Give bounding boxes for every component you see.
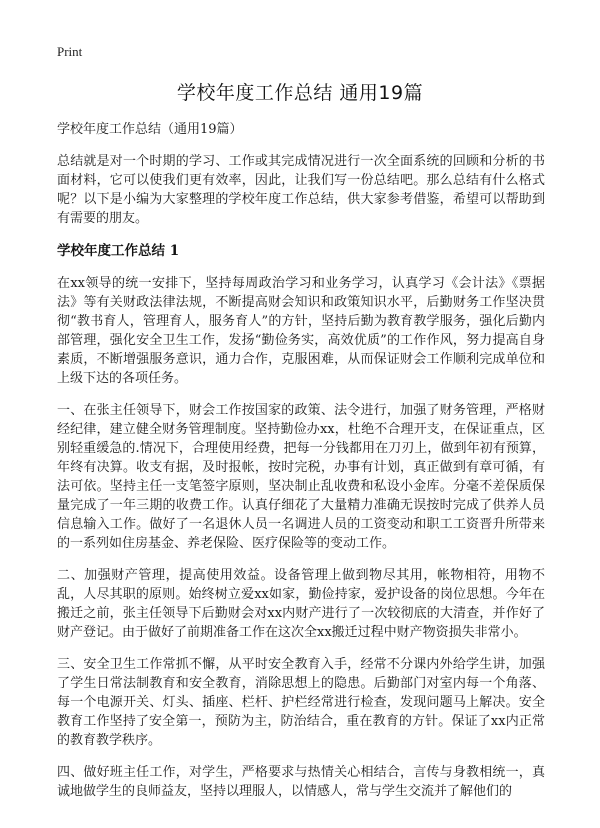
section-heading: 学校年度工作总结 1 [57,243,180,259]
print-link[interactable]: Print [57,44,83,59]
article-body [57,120,545,814]
body-paragraph: 一、在张主任领导下，财会工作按国家的政策、法令进行，加强了财务管理，严格财经纪律，建立健全财务管理制度。坚持勤俭办xx，杜绝不合理开支，在保证重点，区别轻重缓急的.情况下，合理使用经费，把每一分钱都用在刀刃上，做到年初有预算，年终有决算。收支有据，及时报帐，按时完税，办事有计划，真正做到有章可循，有法可依。坚持主任一支笔签字原则，坚决制止乱收费和私设小金库。分毫不差保质保量完成了一年三期的收费工作。认真仔细花了大量精力准确无误按时完成了供养人员信息输入工作。做好了一名退休人员一名调进人员的工资变动和职工工资晋升所带来的一系列如住房基金、养老保险、医疗保险等的变动工作。 [57,403,545,551]
body-paragraph: 四、做好班主任工作，对学生，严格要求与热情关心相结合，言传与身教相统一，真诚地做学生的良师益友，坚持以理服人，以情感人，常与学生交流并了解他们的 [57,765,545,799]
intro-paragraph: 总结就是对一个时期的学习、工作或其完成情况进行一次全面系统的回顾和分析的书面材料，它可以使我们更有效率，因此，让我们写一份总结吧。那么总结有什么格式呢？以下是小编为大家整理的学校年度工作总结，供大家参考借鉴，希望可以帮助到有需要的朋友。 [57,154,545,226]
body-paragraph: 在xx领导的统一安排下，坚持每周政治学习和业务学习，认真学习《会计法》《票据法》等有关财政法律法规，不断提高财会知识和政策知识水平，后勤财务工作坚决贯彻“教书育人，管理育人，服务育人”的方针，坚持后勤为教育教学服务，强化后勤内部管理，强化安全卫生工作，发扬“勤俭务实，高效优质”的工作作风，努力提高自身素质，不断增强服务意识，通力合作，克服困难，从而保证财会工作顺利完成单位和上级下达的各项任务。 [57,276,545,386]
article-subtitle: 学校年度工作总结（通用19篇） [57,122,243,137]
page-title: 学校年度工作总结 通用19篇 [176,82,424,104]
body-paragraph: 二、加强财产管理，提高使用效益。设备管理上做到物尽其用，帐物相符，用物不乱，人尽其职的原则。始终树立爱xx如家，勤俭持家，爱护设备的岗位思想。今年在搬迁之前，张主任领导下后勤财会对xx内财产进行了一次较彻底的大清查，并作好了财产登记。由于做好了前期准备工作在这次全xx搬迁过程中财产物资损失非常小。 [57,568,545,640]
body-paragraph: 三、安全卫生工作常抓不懈，从平时安全教育入手，经常不分课内外给学生讲，加强了学生日常法制教育和安全教育，消除思想上的隐患。后勤部门对室内每一个角落、每一个电源开关、灯头、插座、栏杆、护栏经常进行检查，发现问题马上解决。安全教育工作坚持了安全第一，预防为主，防治结合，重在教育的方针。保证了xx内正常的教育教学秩序。 [57,657,545,748]
